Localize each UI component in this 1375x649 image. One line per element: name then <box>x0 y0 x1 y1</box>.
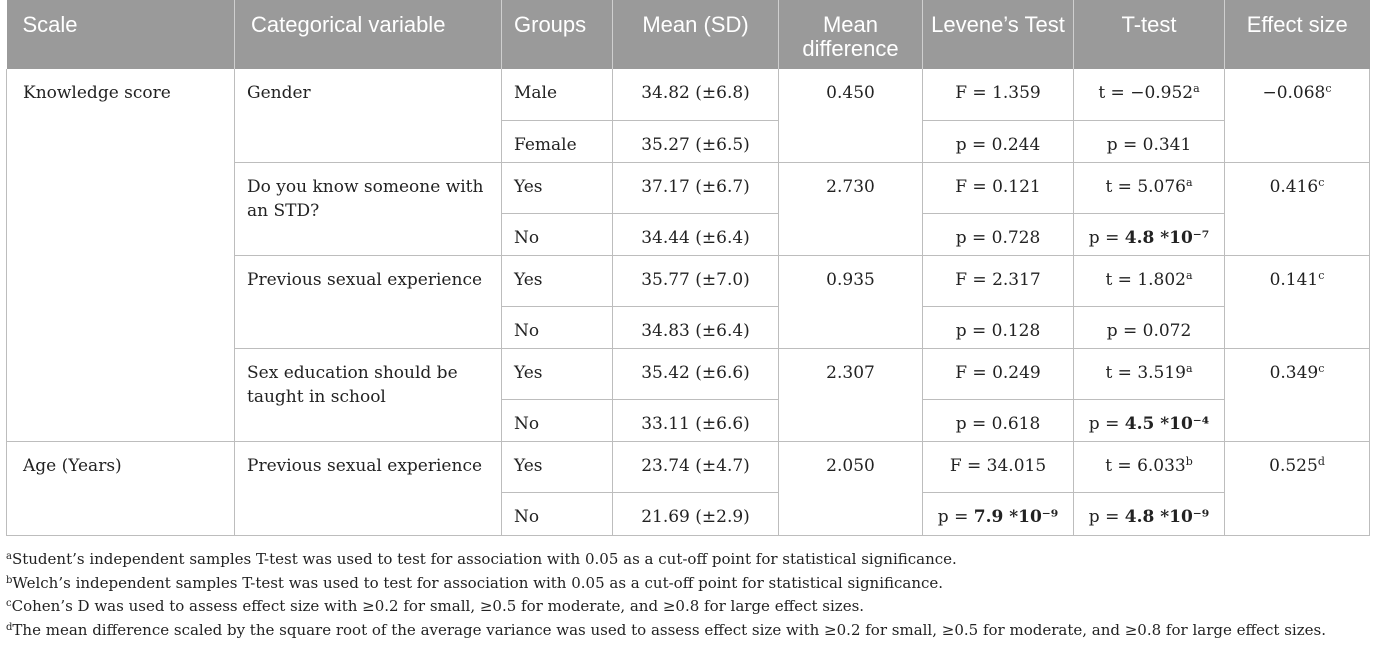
t-test-cell <box>1074 213 1225 255</box>
levene-cell: p = 0.618 <box>923 399 1074 441</box>
group-cell: Yes <box>502 441 613 492</box>
scale-label: Age (Years) <box>23 455 122 476</box>
effect-size-cell <box>1225 441 1370 535</box>
footnote <box>6 619 1369 643</box>
levene-cell: p = 0.728 <box>923 213 1074 255</box>
mean-sd-cell: 34.44 (±6.4) <box>613 213 779 255</box>
t-value: t = 5.076 <box>1105 176 1186 197</box>
levene-cell: F = 0.249 <box>923 348 1074 399</box>
effect-value: 0.525 <box>1269 455 1318 476</box>
t-test-cell <box>1074 441 1225 492</box>
levene-cell: p = 0.244 <box>923 120 1074 162</box>
group-cell: Yes <box>502 348 613 399</box>
mean-sd-cell: 37.17 (±6.7) <box>613 162 779 213</box>
footnote-text: Cohen’s D was used to assess effect size with ≥0.2 for small, ≥0.5 for moderate, and ≥0.8 for large effect sizes. <box>11 597 865 615</box>
levene-cell: p = 0.128 <box>923 306 1074 348</box>
effect-size-cell <box>1225 255 1370 348</box>
footnote-text: The mean difference scaled by the square root of the average variance was used to assess effect size with ≥0.2 for small, ≥0.5 for moderate, and ≥0.8 for large effect sizes. <box>12 620 1326 639</box>
effect-value: −0.068 <box>1262 83 1326 103</box>
effect-size-cell <box>1225 162 1370 255</box>
group-cell: No <box>502 213 613 255</box>
variable-cell <box>235 69 502 162</box>
effect-value: 0.349 <box>1269 362 1319 383</box>
scale-label: Knowledge score <box>23 83 171 103</box>
effect-size-cell <box>1225 348 1370 441</box>
footnote-text: Welch’s independent samples T-test was used to test for association with 0.05 as a cut-off point for statistical significance. <box>12 573 944 592</box>
footnote <box>6 595 1369 619</box>
mean-difference-cell: 2.050 <box>779 441 923 535</box>
t-value: t = 3.519 <box>1105 362 1186 383</box>
mean-difference-cell: 0.450 <box>779 69 923 162</box>
footnote-mark: b <box>1185 454 1193 468</box>
group-cell: No <box>502 492 613 535</box>
effect-value: 0.141 <box>1269 269 1319 290</box>
footnote-mark: d <box>6 621 13 633</box>
mean-sd-cell: 33.11 (±6.6) <box>613 399 779 441</box>
p-label: p = <box>1088 506 1125 527</box>
header-mean-difference: Mean difference <box>779 0 923 69</box>
p-value-bold: 7.9 *10⁻⁹ <box>973 506 1059 527</box>
variable-label: Previous sexual experience <box>247 269 483 290</box>
t-value: t = 6.033 <box>1105 455 1186 476</box>
footnote-mark: c <box>1318 361 1325 375</box>
variable-cell <box>235 255 502 348</box>
table-row <box>7 69 1370 120</box>
t-test-cell <box>1074 69 1225 120</box>
mean-sd-cell: 35.42 (±6.6) <box>613 348 779 399</box>
footnote-mark: b <box>6 574 13 586</box>
p-label: p = <box>1088 413 1125 434</box>
footnote-mark: c <box>6 598 12 609</box>
t-test-cell <box>1074 162 1225 213</box>
mean-sd-cell: 21.69 (±2.9) <box>613 492 779 535</box>
p-value-bold: 4.5 *10⁻⁴ <box>1124 413 1210 434</box>
p-value-bold: 4.8 *10⁻⁹ <box>1124 506 1210 527</box>
mean-sd-cell: 35.27 (±6.5) <box>613 120 779 162</box>
footnote-mark: a <box>6 551 12 562</box>
group-cell: Yes <box>502 162 613 213</box>
header-scale: Scale <box>7 0 235 69</box>
footnote-mark: c <box>1325 82 1332 95</box>
header-levene-test: Levene’s Test <box>923 0 1074 69</box>
footnotes <box>6 548 1369 642</box>
variable-label: Sex education should be taught in school <box>247 362 458 407</box>
levene-cell: F = 1.359 <box>923 69 1074 120</box>
mean-difference-cell: 2.307 <box>779 348 923 441</box>
t-test-cell <box>1074 492 1225 535</box>
footnote <box>6 548 1369 572</box>
scale-cell <box>7 69 235 441</box>
variable-label: Do you know someone with an STD? <box>247 176 484 221</box>
group-cell: No <box>502 399 613 441</box>
p-value-bold: 4.8 *10⁻⁷ <box>1124 227 1210 248</box>
levene-cell: F = 0.121 <box>923 162 1074 213</box>
variable-cell <box>235 162 502 255</box>
footnote-mark: a <box>1193 82 1200 95</box>
mean-sd-cell: 35.77 (±7.0) <box>613 255 779 306</box>
p-label: p = <box>1088 227 1125 248</box>
footnote-mark: a <box>1186 268 1193 282</box>
t-test-cell <box>1074 255 1225 306</box>
levene-cell: F = 34.015 <box>923 441 1074 492</box>
mean-sd-cell: 34.82 (±6.8) <box>613 69 779 120</box>
mean-difference-cell: 0.935 <box>779 255 923 348</box>
mean-sd-cell: 23.74 (±4.7) <box>613 441 779 492</box>
results-table <box>6 0 1370 536</box>
t-value: t = −0.952 <box>1098 83 1194 103</box>
footnote <box>6 572 1369 596</box>
header-groups: Groups <box>502 0 613 69</box>
levene-cell: F = 2.317 <box>923 255 1074 306</box>
results-table-container <box>6 0 1369 536</box>
table-row <box>7 441 1370 492</box>
footnote-text: Student’s independent samples T-test was used to test for association with 0.05 as a cut-off point for statistical significance. <box>11 550 957 568</box>
header-mean-sd: Mean (SD) <box>613 0 779 69</box>
group-cell: No <box>502 306 613 348</box>
t-test-cell <box>1074 399 1225 441</box>
footnote-mark: a <box>1186 175 1193 189</box>
footnote-mark: c <box>1318 268 1325 282</box>
header-t-test: T-test <box>1074 0 1225 69</box>
effect-size-cell <box>1225 69 1370 162</box>
header-row <box>7 0 1370 69</box>
header-categorical-variable: Categorical variable <box>235 0 502 69</box>
footnote-mark: c <box>1318 175 1325 189</box>
group-cell: Female <box>502 120 613 162</box>
t-value: t = 1.802 <box>1105 269 1186 290</box>
mean-sd-cell: 34.83 (±6.4) <box>613 306 779 348</box>
group-cell: Yes <box>502 255 613 306</box>
effect-value: 0.416 <box>1269 176 1319 197</box>
footnote-mark: a <box>1186 361 1193 375</box>
variable-cell <box>235 348 502 441</box>
variable-cell <box>235 441 502 535</box>
t-test-cell: p = 0.072 <box>1074 306 1225 348</box>
group-cell: Male <box>502 69 613 120</box>
p-label: p = <box>937 506 974 527</box>
variable-label: Gender <box>247 83 311 103</box>
scale-cell <box>7 441 235 535</box>
variable-label: Previous sexual experience <box>247 455 483 476</box>
footnote-mark: d <box>1317 454 1325 468</box>
t-test-cell: p = 0.341 <box>1074 120 1225 162</box>
header-effect-size: Effect size <box>1225 0 1370 69</box>
levene-cell <box>923 492 1074 535</box>
t-test-cell <box>1074 348 1225 399</box>
mean-difference-cell: 2.730 <box>779 162 923 255</box>
